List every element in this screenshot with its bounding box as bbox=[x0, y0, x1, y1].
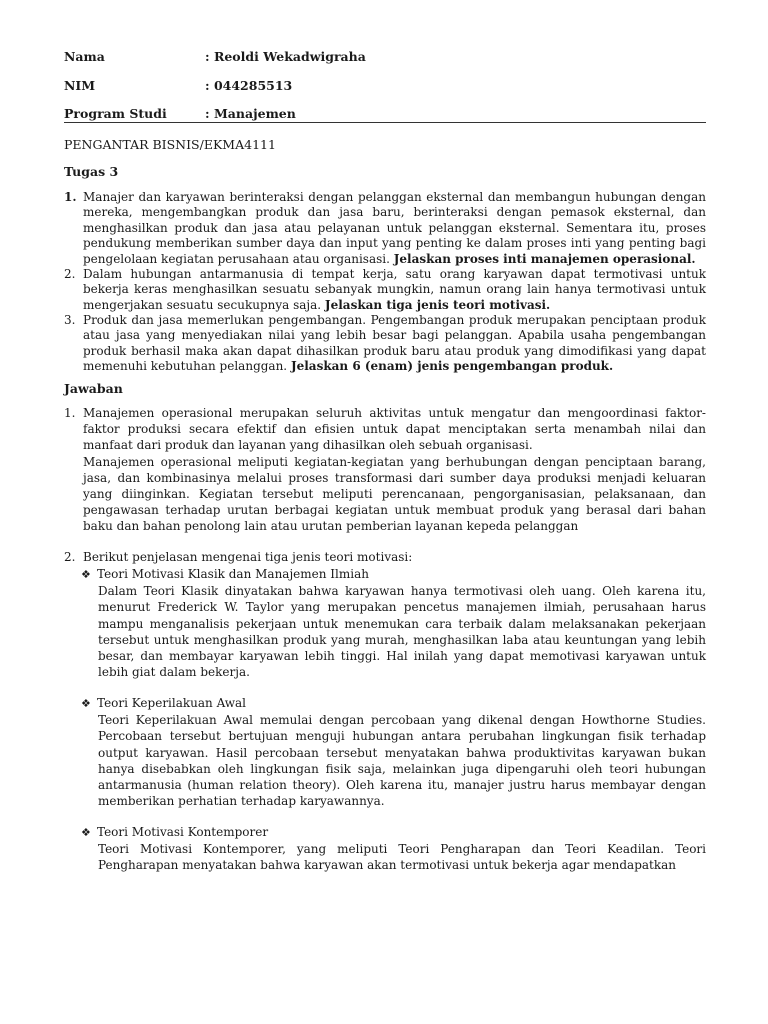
theory-item-3 bbox=[81, 824, 706, 874]
answer-item-2 bbox=[64, 549, 706, 565]
theory-title: Teori Motivasi Kontemporer bbox=[97, 825, 269, 839]
four-diamond-bullet-icon: ❖ bbox=[81, 697, 91, 710]
four-diamond-bullet-icon: ❖ bbox=[81, 568, 91, 581]
prodi-value: : Manajemen bbox=[205, 106, 296, 121]
course-title: PENGANTAR BISNIS/EKMA4111 bbox=[64, 137, 276, 152]
nim-label: NIM bbox=[64, 78, 96, 93]
assignment-title: Tugas 3 bbox=[64, 164, 119, 179]
question-number: 1. bbox=[64, 190, 77, 204]
question-number: 3. bbox=[64, 313, 76, 327]
question-item-2 bbox=[64, 267, 706, 313]
question-text: Produk dan jasa memerlukan pengembangan. Pengembangan produk merupakan penciptaan produk atau jasa yang menyediakan nilai yang lebih besar bagi pelanggan. Apabila usaha pengembangan produk berhasil maka akan dapat dihasilkan produk baru atau produk yang dimodifikasi yang dapat memenuhi kebutuhan pelanggan. bbox=[83, 313, 706, 374]
prodi-label: Program Studi bbox=[64, 106, 167, 121]
nim-value: : 044285513 bbox=[205, 78, 293, 93]
name-value: : Reoldi Wekadwigraha bbox=[205, 49, 366, 64]
theory-body: Teori Keperilakuan Awal memulai dengan percobaan yang dikenal dengan Howthorne Studies. Percobaan tersebut bertujuan menguji hubungan antara perubahan lingkungan fisik terhadap output karyawan. Hasil percobaan tersebut menyatakan bahwa produktivitas karyawan bukan hanya disebabkan oleh lingkungan fisik saja, melainkan juga dipengaruhi oleh teori hubungan antarmanusia (human relation theory). Oleh karena itu, manajer justru harus membayar dengan memberikan perhatian terhadap karyawannya. bbox=[98, 713, 706, 809]
answer-item-1 bbox=[64, 405, 706, 535]
question-text: Dalam hubungan antarmanusia di tempat kerja, satu orang karyawan dapat termotivasi untuk bekerja keras menghasilkan sesuatu sebanyak mungkin, namun orang lain hanya termotivasi untuk mengerjakan sesuatu secukupnya saja. bbox=[83, 267, 706, 312]
theory-body: Teori Motivasi Kontemporer, yang meliputi Teori Pengharapan dan Teori Keadilan. Teori Pengharapan menyatakan bahwa karyawan akan termotivasi untuk bekerja agar mendapatkan bbox=[98, 842, 706, 873]
question-instruction: Jelaskan 6 (enam) jenis pengembangan produk. bbox=[290, 359, 614, 374]
answer-number: 2. bbox=[64, 550, 76, 564]
question-item-3 bbox=[64, 313, 706, 375]
header-divider bbox=[64, 122, 706, 123]
answer-intro: Berikut penjelasan mengenai tiga jenis teori motivasi: bbox=[83, 550, 413, 564]
theory-item-2 bbox=[81, 695, 706, 809]
answer-paragraph: Manajemen operasional meliputi kegiatan-kegiatan yang berhubungan dengan penciptaan barang, jasa, dan kombinasinya melalui proses transformasi dari sumber daya produksi menjadi keluaran yang diinginkan. Kegiatan tersebut meliputi perencanaan, pengorganisasian, pelaksanaan, dan pengawasan terhadap urutan berbagai kegiatan untuk membuat produk yang berasal dari bahan baku dan bahan penolong lain atau urutan pemberian layanan kepeda pelanggan bbox=[83, 454, 706, 534]
question-text: Manajer dan karyawan berinteraksi dengan pelanggan eksternal dan membangun hubungan dengan mereka, mengembangkan produk dan jasa baru, berinteraksi dengan pemasok eksternal, dan menghasilkan produk dan jasa atau pelayanan untuk pelanggan eksternal. Sementara itu, proses pendukung memberikan sumber daya dan input yang penting ke dalam proses inti yang penting bagi pengelolaan kegiatan perusahaan atau organisasi. bbox=[83, 190, 706, 266]
question-item-1 bbox=[64, 190, 706, 267]
theory-item-1 bbox=[81, 566, 706, 680]
theory-title: Teori Motivasi Klasik dan Manajemen Ilmiah bbox=[97, 567, 369, 581]
theory-body: Dalam Teori Klasik dinyatakan bahwa karyawan hanya termotivasi oleh uang. Oleh karena itu, menurut Frederick W. Taylor yang merupakan pencetus manajemen ilmiah, perusahaan harus mampu menganalisis pekerjaan untuk menemukan cara terbaik dalam melaksanakan pekerjaan tersebut untuk menghasilkan produk yang murah, menghasilkan laba atau keuntungan yang lebih besar, dan membayar karyawan lebih tinggi. Hal inilah yang dapat memotivasi karyawan untuk lebih giat dalam bekerja. bbox=[98, 584, 706, 680]
theory-title: Teori Keperilakuan Awal bbox=[97, 696, 246, 710]
answer-paragraph: Manajemen operasional merupakan seluruh aktivitas untuk mengatur dan mengoordinasi faktor-faktor produksi secara efektif dan efisien untuk dapat menciptakan serta menambah nilai dan manfaat dari produk dan layanan yang dihasilkan oleh sebuah organisasi. bbox=[83, 406, 706, 453]
question-instruction: Jelaskan tiga jenis teori motivasi. bbox=[324, 297, 551, 312]
question-number: 2. bbox=[64, 267, 76, 281]
answers-title: Jawaban bbox=[64, 381, 123, 396]
four-diamond-bullet-icon: ❖ bbox=[81, 826, 91, 839]
question-instruction: Jelaskan proses inti manajemen operasional. bbox=[393, 251, 696, 266]
name-label: Nama bbox=[64, 49, 105, 64]
answer-number: 1. bbox=[64, 406, 76, 420]
